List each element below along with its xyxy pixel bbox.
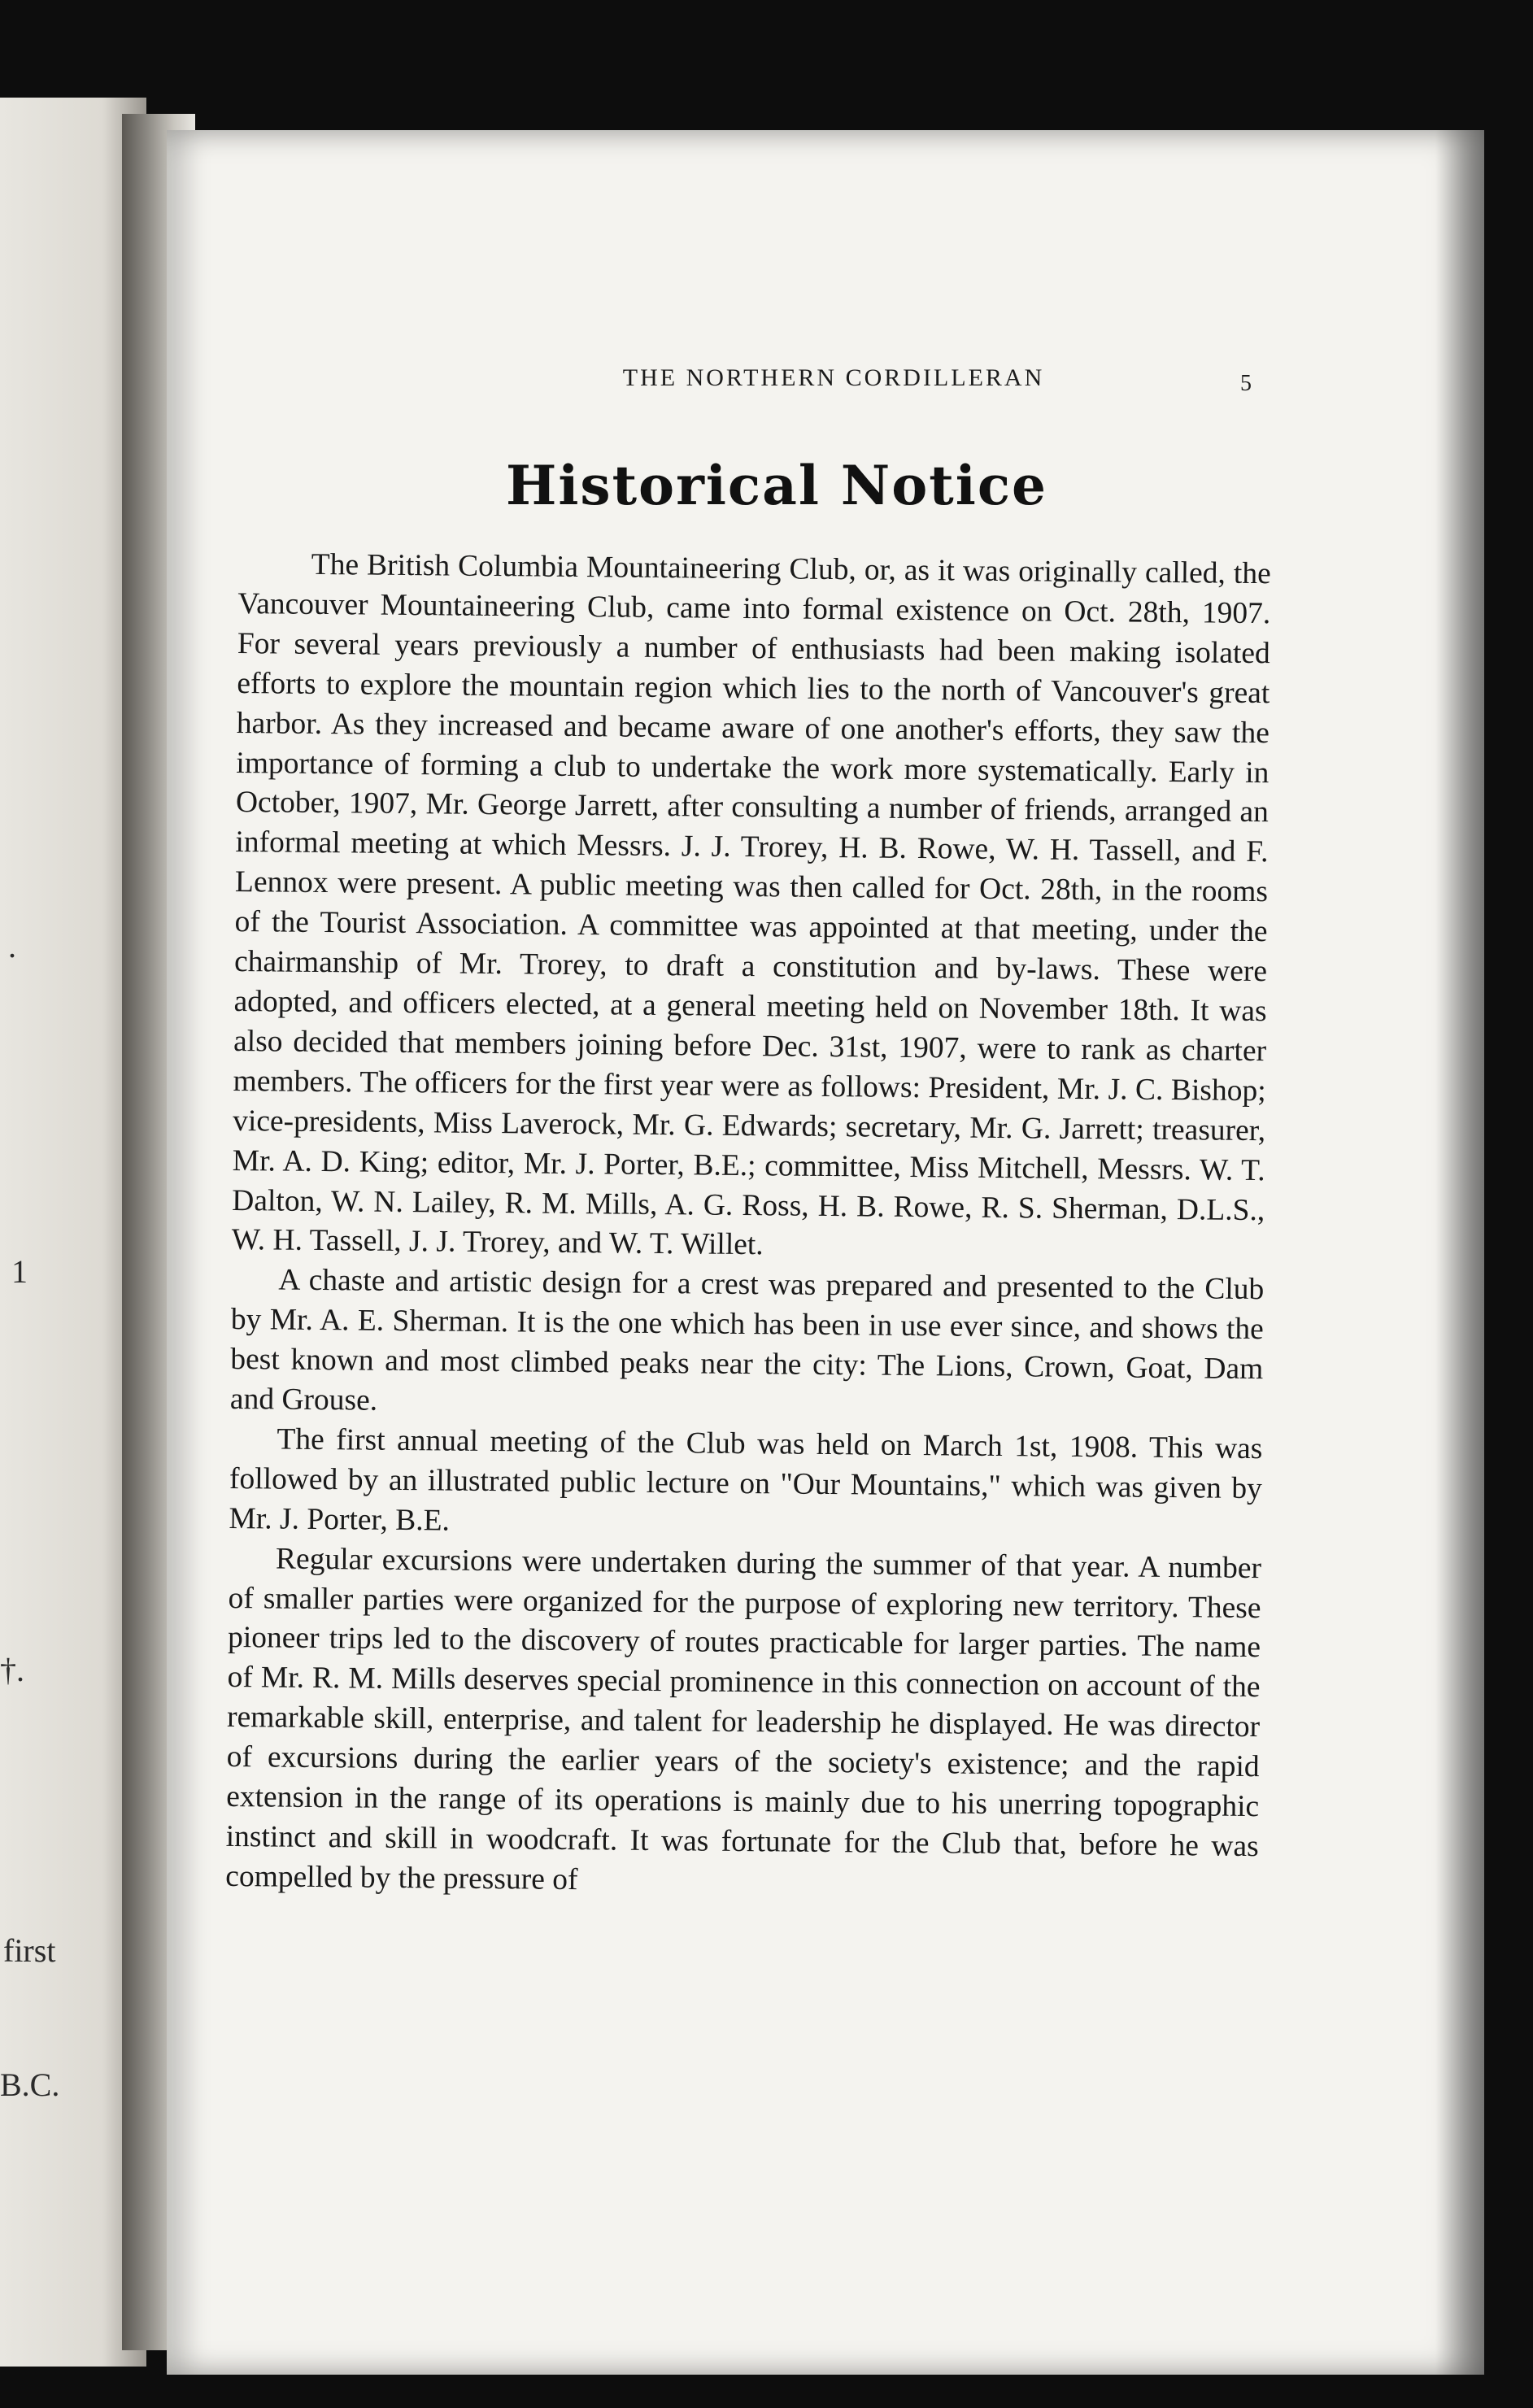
paragraph: The British Columbia Mountaineering Club, or, as it was originally called, the Vancouver Mountaineering Club, came into formal existence on Oct. 28th, 1907. For several years previously a number of enthusiasts had been making isolated efforts to explore the mountain region which lies to the north of Vancouver's great harbor. As they increased and became aware of one another's efforts, they saw the importance of forming a club to undertake the work more systematically. Early in October, 1907, Mr. George Jarrett, after consulting a number of friends, arranged an informal meeting at which Messrs. J. J. Trorey, H. B. Rowe, W. H. Tassell, and F. Lennox were present. A public meeting was then called for Oct. 28th, in the rooms of the Tourist Association. A committee was appointed at that meeting, under the chairmanship of Mr. Trorey, to draft a constitution and by-laws. These were adopted, and officers elected, at a general meeting held on November 18th. It was also decided that members joining before Dec. 31st, 1907, were to rank as charter members. The officers for the first year were as follows: President, Mr. J. C. Bishop; vice-presidents, Miss Laverock, Mr. G. Edwards; secretary, Mr. G. Jarrett; treasurer, Mr. A. D. King; editor, Mr. J. Porter, B.E.; committee, Miss Mitchell, Messrs. W. T. Dalton, W. N. Lailey, R. M. Mills, A. G. Ross, H. B. Rowe, R. S. Sherman, D.L.S., W. H. Tassell, J. J. Trorey, and W. T. Willet.	[231, 547, 1271, 1262]
running-head: THE NORTHERN CORDILLERAN	[622, 364, 1045, 391]
facing-page-fragment: .	[8, 928, 16, 965]
book-page	[167, 130, 1484, 2375]
facing-page-fragment: B.C.	[0, 2066, 60, 2103]
article-title: Historical Notice	[505, 454, 1048, 517]
paragraph: A chaste and artistic design for a crest was prepared and presented to the Club by Mr. A. E. Sherman. It is the one which has been in use ever since, and shows the best known and most climbed peaks near the city: The Lions, Crown, Goat, Dam and Grouse.	[229, 1263, 1265, 1417]
paragraph: Regular excursions were undertaken during the summer of that year. A number of smaller parties were organized for the purpose of exploring new territory. These pioneer trips led to the discovery of routes practicable for larger parties. The name of Mr. R. M. Mills deserves special prominence in this connection on account of the remarkable skill, enterprise, and talent for leadership he displayed. He was director of excursions during the earlier years of the society's existence; and the rapid extension in the range of its operations is mainly due to his unerring topographic instinct and skill in woodcraft. It was fortunate for the Club that, before he was compelled by the pressure of	[225, 1542, 1262, 1896]
facing-page-fragment: 1	[11, 1253, 28, 1290]
facing-page-fragment: first	[3, 1932, 56, 1969]
page-edge-shadow	[1435, 130, 1484, 2375]
page-number: 5	[1240, 371, 1252, 396]
facing-page-fragment: †.	[0, 1652, 24, 1688]
article-body	[225, 545, 1271, 1907]
paragraph: The first annual meeting of the Club was held on March 1st, 1908. This was followed by an illustrated public lecture on "Our Mountains," which was given by Mr. J. Porter, B.E.	[229, 1422, 1263, 1538]
